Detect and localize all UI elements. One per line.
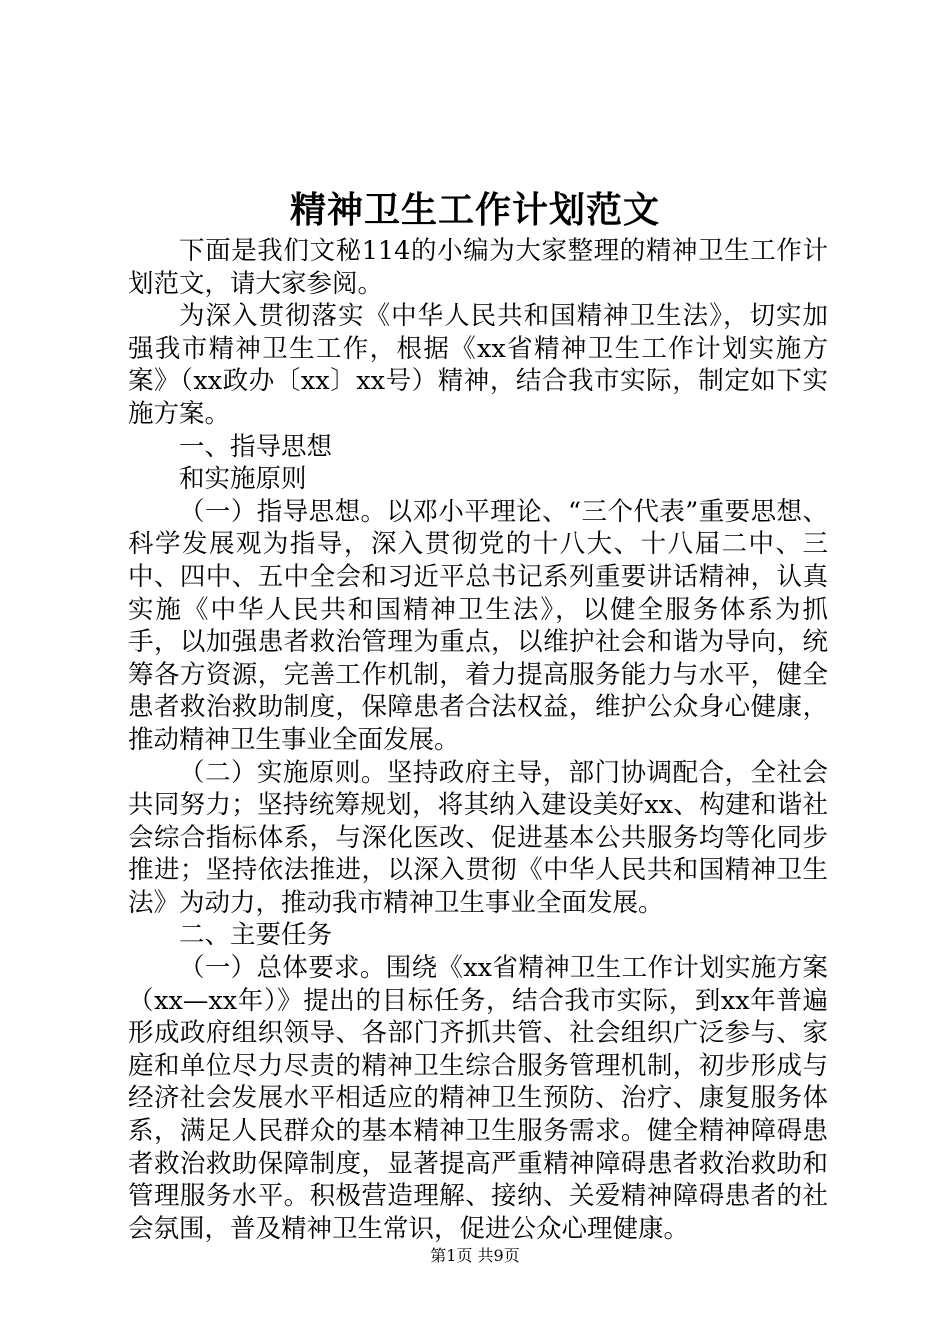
section-heading-1-cont: 和实施原则: [179, 464, 307, 495]
paragraph-intro: 下面是我们文秘114的小编为大家整理的精神卫生工作计划范文，请大家参阅。: [128, 236, 828, 299]
section-heading-1: 一、指导思想: [179, 431, 333, 462]
document-title: 精神卫生工作计划范文: [289, 189, 660, 231]
paragraph-preamble: 为深入贯彻落实《中华人民共和国精神卫生法》，切实加强我市精神卫生工作，根据《xx省精神卫生工作计划实施方案》（xx政办〔xx〕xx号）精神，结合我市实际，制定如下实施方案。: [128, 301, 828, 429]
document-body: [128, 235, 828, 1245]
page-footer: 第1页 共9页: [430, 1246, 520, 1265]
paragraph-guiding-thought: （一）指导思想。以邓小平理论、“三个代表”重要思想、科学发展观为指导，深入贯彻党的十八大、十八届二中、三中、四中、五中全会和习近平总书记系列重要讲话精神，认真实施《中华人民共和国精神卫生法》，以健全服务体系为抓手，以加强患者救治管理为重点，以维护社会和谐为导向，统筹各方资源，完善工作机制，着力提高服务能力与水平，健全患者救治救助制度，保障患者合法权益，维护公众身心健康，推动精神卫生事业全面发展。: [128, 496, 828, 755]
paragraph-overall-requirements: （一）总体要求。围绕《xx省精神卫生工作计划实施方案（xx—xx年）》提出的目标任务，结合我市实际，到xx年普遍形成政府组织领导、各部门齐抓共管、社会组织广泛参与、家庭和单位尽力尽责的精神卫生综合服务管理机制，初步形成与经济社会发展水平相适应的精神卫生预防、治疗、康复服务体系，满足人民群众的基本精神卫生服务需求。健全精神障碍患者救治救助保障制度，显著提高严重精神障碍患者救治救助和管理服务水平。积极营造理解、接纳、关爱精神障碍患者的社会氛围，普及精神卫生常识，促进公众心理健康。: [128, 953, 828, 1244]
section-heading-2: 二、主要任务: [179, 920, 333, 951]
paragraph-principles: （二）实施原则。坚持政府主导，部门协调配合，全社会共同努力；坚持统筹规划，将其纳入建设美好xx、构建和谐社会综合指标体系，与深化医改、促进基本公共服务均等化同步推进；坚持依法推进，以深入贯彻《中华人民共和国精神卫生法》为动力，推动我市精神卫生事业全面发展。: [128, 757, 828, 918]
